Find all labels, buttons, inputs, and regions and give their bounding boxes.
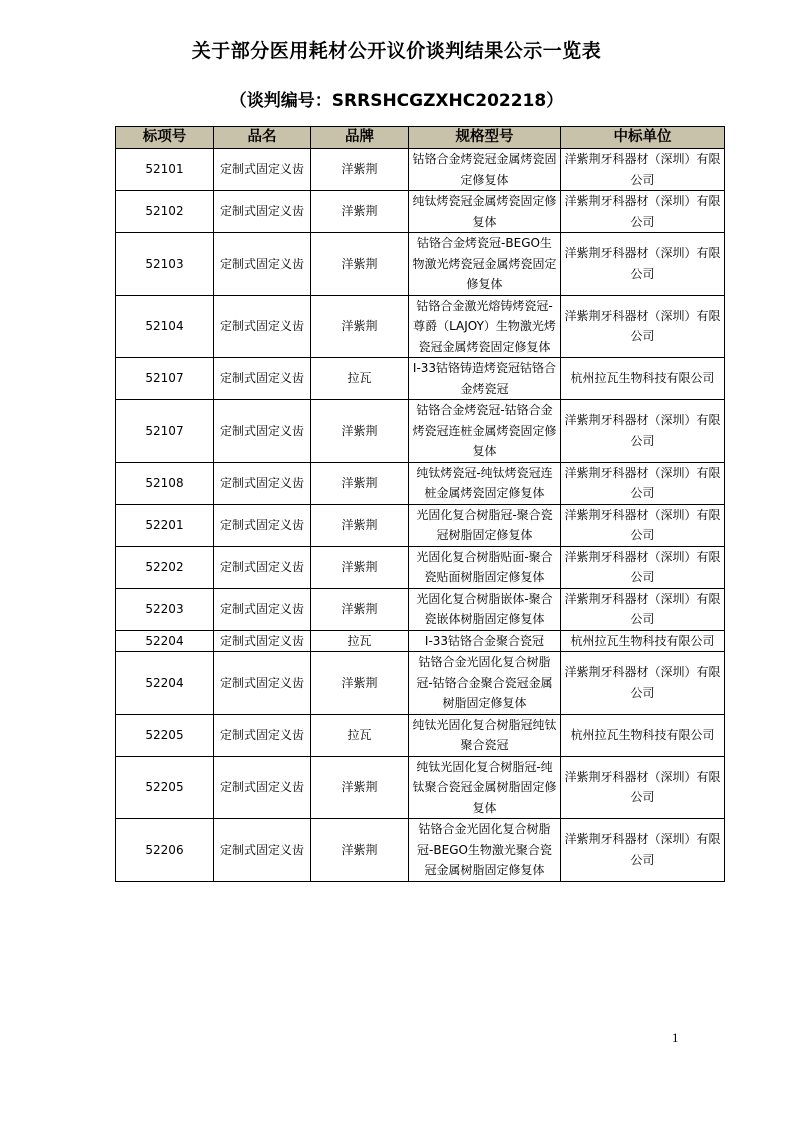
brand-cell: 洋紫荆 xyxy=(311,504,409,546)
specification-cell: 纯钛烤瓷冠金属烤瓷固定修复体 xyxy=(409,191,561,233)
specification-cell: 纯钛烤瓷冠-纯钛烤瓷冠连桩金属烤瓷固定修复体 xyxy=(409,462,561,504)
winning-bidder-cell: 洋紫荆牙科器材（深圳）有限公司 xyxy=(561,504,725,546)
table-row xyxy=(116,400,725,463)
header-winning-bidder: 中标单位 xyxy=(561,127,725,149)
winning-bidder-cell: 洋紫荆牙科器材（深圳）有限公司 xyxy=(561,462,725,504)
specification-cell: 纯钛光固化复合树脂冠-纯钛聚合瓷冠金属树脂固定修复体 xyxy=(409,756,561,819)
lot-number-cell: 52201 xyxy=(116,504,214,546)
document-title: 关于部分医用耗材公开议价谈判结果公示一览表 xyxy=(191,40,602,62)
product-name-cell: 定制式固定义齿 xyxy=(214,295,311,358)
header-brand: 品牌 xyxy=(311,127,409,149)
table-row xyxy=(116,630,725,652)
brand-cell: 拉瓦 xyxy=(311,358,409,400)
lot-number-cell: 52102 xyxy=(116,191,214,233)
specification-cell: 钴铬合金光固化复合树脂冠-钴铬合金聚合瓷冠金属树脂固定修复体 xyxy=(409,652,561,715)
product-name-cell: 定制式固定义齿 xyxy=(214,546,311,588)
specification-cell: 纯钛光固化复合树脂冠纯钛聚合瓷冠 xyxy=(409,714,561,756)
lot-number-cell: 52203 xyxy=(116,588,214,630)
lot-number-cell: 52104 xyxy=(116,295,214,358)
brand-cell: 洋紫荆 xyxy=(311,233,409,296)
winning-bidder-cell: 洋紫荆牙科器材（深圳）有限公司 xyxy=(561,400,725,463)
table-row xyxy=(116,714,725,756)
table-row xyxy=(116,295,725,358)
brand-cell: 洋紫荆 xyxy=(311,588,409,630)
product-name-cell: 定制式固定义齿 xyxy=(214,462,311,504)
header-lot-number: 标项号 xyxy=(116,127,214,149)
table-row xyxy=(116,588,725,630)
product-name-cell: 定制式固定义齿 xyxy=(214,630,311,652)
winning-bidder-cell: 杭州拉瓦生物科技有限公司 xyxy=(561,358,725,400)
specification-cell: 光固化复合树脂冠-聚合瓷冠树脂固定修复体 xyxy=(409,504,561,546)
table-row xyxy=(116,149,725,191)
lot-number-cell: 52107 xyxy=(116,358,214,400)
specification-cell: 光固化复合树脂嵌体-聚合瓷嵌体树脂固定修复体 xyxy=(409,588,561,630)
brand-cell: 洋紫荆 xyxy=(311,652,409,715)
brand-cell: 拉瓦 xyxy=(311,714,409,756)
lot-number-cell: 52205 xyxy=(116,756,214,819)
winning-bidder-cell: 洋紫荆牙科器材（深圳）有限公司 xyxy=(561,233,725,296)
winning-bidder-cell: 洋紫荆牙科器材（深圳）有限公司 xyxy=(561,588,725,630)
table-row xyxy=(116,358,725,400)
page-number: 1 xyxy=(672,1030,679,1045)
winning-bidder-cell: 杭州拉瓦生物科技有限公司 xyxy=(561,714,725,756)
lot-number-cell: 52206 xyxy=(116,819,214,882)
product-name-cell: 定制式固定义齿 xyxy=(214,504,311,546)
table-body xyxy=(116,149,725,882)
product-name-cell: 定制式固定义齿 xyxy=(214,149,311,191)
brand-cell: 洋紫荆 xyxy=(311,295,409,358)
winning-bidder-cell: 洋紫荆牙科器材（深圳）有限公司 xyxy=(561,819,725,882)
winning-bidder-cell: 洋紫荆牙科器材（深圳）有限公司 xyxy=(561,149,725,191)
results-table xyxy=(115,126,725,882)
header-specification: 规格型号 xyxy=(409,127,561,149)
product-name-cell: 定制式固定义齿 xyxy=(214,652,311,715)
specification-cell: 钴铬合金烤瓷冠金属烤瓷固定修复体 xyxy=(409,149,561,191)
brand-cell: 洋紫荆 xyxy=(311,462,409,504)
specification-cell: I-33钴铬合金聚合瓷冠 xyxy=(409,630,561,652)
table-row xyxy=(116,233,725,296)
table-row xyxy=(116,191,725,233)
table-row xyxy=(116,652,725,715)
specification-cell: 钴铬合金烤瓷冠-钴铬合金烤瓷冠连桩金属烤瓷固定修复体 xyxy=(409,400,561,463)
product-name-cell: 定制式固定义齿 xyxy=(214,191,311,233)
table-row xyxy=(116,504,725,546)
lot-number-cell: 52204 xyxy=(116,652,214,715)
brand-cell: 洋紫荆 xyxy=(311,149,409,191)
winning-bidder-cell: 洋紫荆牙科器材（深圳）有限公司 xyxy=(561,295,725,358)
table-row xyxy=(116,756,725,819)
lot-number-cell: 52107 xyxy=(116,400,214,463)
negotiation-number: （谈判编号：SRRSHCGZXHC202218） xyxy=(229,91,564,111)
table-row xyxy=(116,462,725,504)
lot-number-cell: 52205 xyxy=(116,714,214,756)
table-row xyxy=(116,546,725,588)
header-product-name: 品名 xyxy=(214,127,311,149)
lot-number-cell: 52108 xyxy=(116,462,214,504)
lot-number-cell: 52103 xyxy=(116,233,214,296)
specification-cell: 钴铬合金烤瓷冠-BEGO生物激光烤瓷冠金属烤瓷固定修复体 xyxy=(409,233,561,296)
product-name-cell: 定制式固定义齿 xyxy=(214,400,311,463)
table-header-row xyxy=(116,127,725,149)
winning-bidder-cell: 洋紫荆牙科器材（深圳）有限公司 xyxy=(561,652,725,715)
winning-bidder-cell: 洋紫荆牙科器材（深圳）有限公司 xyxy=(561,546,725,588)
product-name-cell: 定制式固定义齿 xyxy=(214,714,311,756)
brand-cell: 洋紫荆 xyxy=(311,191,409,233)
brand-cell: 洋紫荆 xyxy=(311,400,409,463)
winning-bidder-cell: 洋紫荆牙科器材（深圳）有限公司 xyxy=(561,756,725,819)
brand-cell: 洋紫荆 xyxy=(311,819,409,882)
brand-cell: 拉瓦 xyxy=(311,630,409,652)
specification-cell: 钴铬合金光固化复合树脂冠-BEGO生物激光聚合瓷冠金属树脂固定修复体 xyxy=(409,819,561,882)
specification-cell: I-33钴铬铸造烤瓷冠钴铬合金烤瓷冠 xyxy=(409,358,561,400)
specification-cell: 钴铬合金激光熔铸烤瓷冠-尊爵（LAJOY）生物激光烤瓷冠金属烤瓷固定修复体 xyxy=(409,295,561,358)
brand-cell: 洋紫荆 xyxy=(311,756,409,819)
product-name-cell: 定制式固定义齿 xyxy=(214,588,311,630)
product-name-cell: 定制式固定义齿 xyxy=(214,233,311,296)
product-name-cell: 定制式固定义齿 xyxy=(214,756,311,819)
specification-cell: 光固化复合树脂贴面-聚合瓷贴面树脂固定修复体 xyxy=(409,546,561,588)
lot-number-cell: 52202 xyxy=(116,546,214,588)
winning-bidder-cell: 杭州拉瓦生物科技有限公司 xyxy=(561,630,725,652)
brand-cell: 洋紫荆 xyxy=(311,546,409,588)
lot-number-cell: 52204 xyxy=(116,630,214,652)
product-name-cell: 定制式固定义齿 xyxy=(214,819,311,882)
winning-bidder-cell: 洋紫荆牙科器材（深圳）有限公司 xyxy=(561,191,725,233)
product-name-cell: 定制式固定义齿 xyxy=(214,358,311,400)
lot-number-cell: 52101 xyxy=(116,149,214,191)
table-row xyxy=(116,819,725,882)
